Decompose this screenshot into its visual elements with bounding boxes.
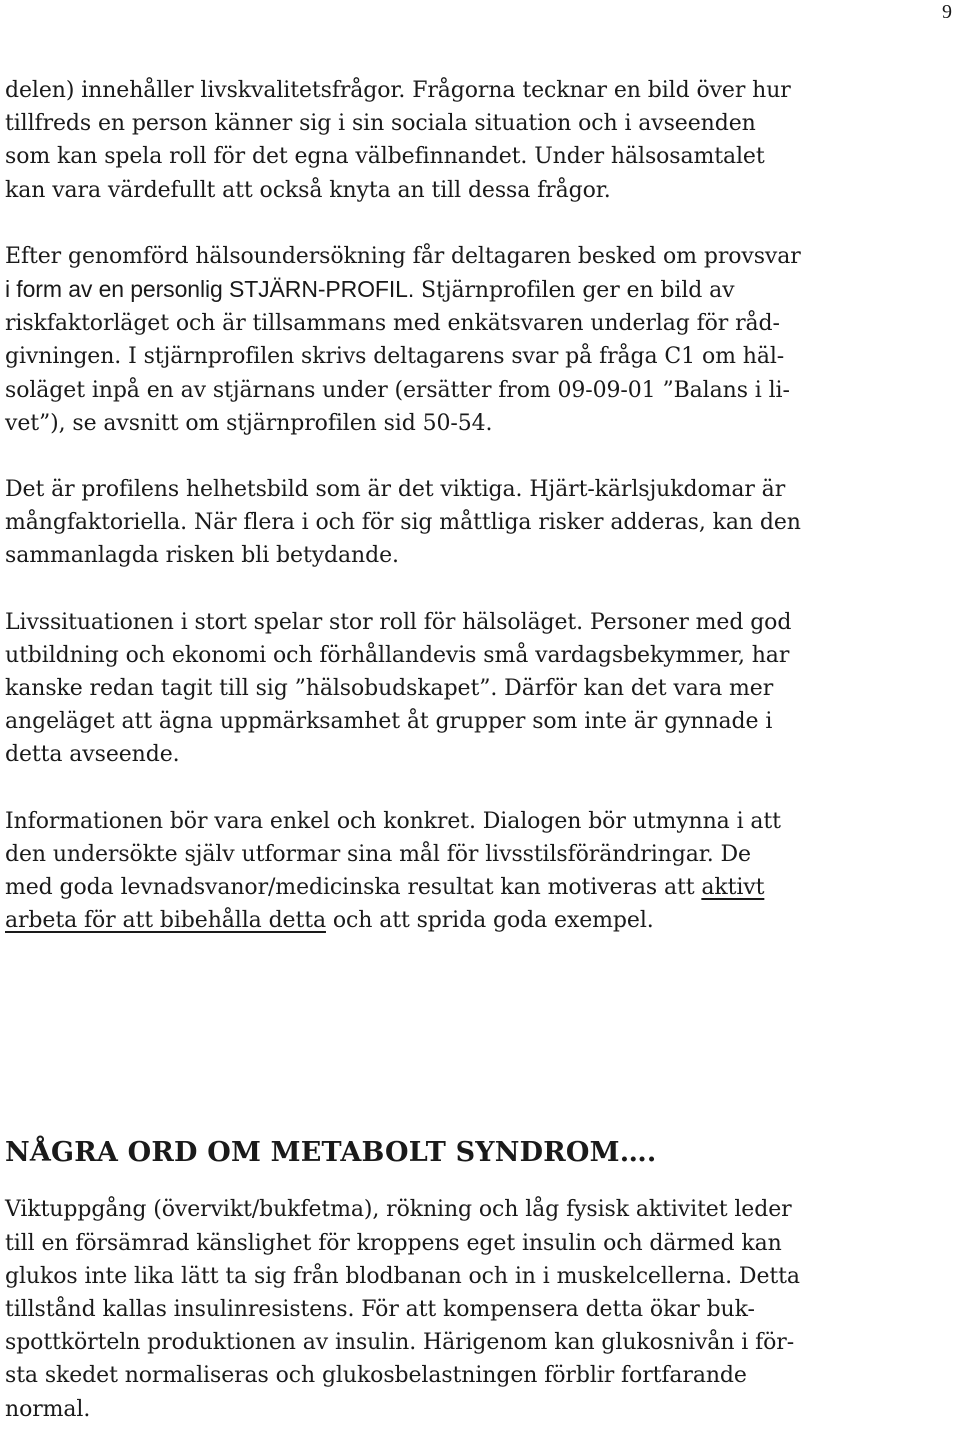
text-line: normal. [5, 1396, 91, 1422]
text-line: givningen. I stjärnprofilen skrivs deltagarens svar på fråga C1 om häl- [5, 344, 785, 370]
text-segment: delen) innehåller livskvalitetsfrågor. [5, 78, 406, 103]
text-line: som kan spela roll för det egna välbefinnandet. Under hälsosamtalet [5, 144, 765, 170]
text-line: Viktuppgång (övervikt/bukfetma), rökning och låg fysisk aktivitet leder [5, 1197, 792, 1223]
text-line: riskfaktorläget och är tillsammans med enkätsvaren underlag för råd- [5, 311, 780, 337]
heading-spacer [5, 1171, 957, 1193]
paragraph-spacer [5, 772, 957, 805]
text-line: detta avseende. [5, 742, 180, 768]
text-line: tillstånd kallas insulinresistens. För att kompensera detta ökar buk- [5, 1297, 755, 1323]
document-body [5, 74, 957, 1426]
text-line [5, 273, 957, 307]
text-line [5, 904, 957, 937]
text-line: glukos inte lika lätt ta sig från blodbanan och in i muskelcellerna. Detta [5, 1263, 800, 1289]
text-line: angeläget att ägna uppmärksamhet åt grupper som inte är gynnade i [5, 709, 773, 735]
section-spacer [5, 937, 957, 1135]
paragraph-stjarnprofil [5, 240, 957, 440]
paragraph-metabolt-syndrom [5, 1193, 957, 1425]
text-line: Det är profilens helhetsbild som är det viktiga. Hjärt-kärlsjukdomar är [5, 477, 786, 503]
text-segment: Frågorna tecknar en bild över hur [405, 78, 791, 103]
text-line [5, 871, 957, 904]
underlined-text: arbeta för att bibehålla detta [5, 908, 326, 934]
text-line: utbildning och ekonomi och förhållandevis små vardagsbekymmer, har [5, 642, 790, 668]
text-line: spottkörteln produktionen av insulin. Härigenom kan glukosnivån i för- [5, 1330, 795, 1356]
underlined-text: aktivt [701, 875, 765, 901]
paragraph-spacer [5, 440, 957, 473]
paragraph-helhetsbild [5, 473, 957, 573]
text-segment: och att sprida goda exempel. [325, 908, 654, 934]
text-line [5, 74, 957, 107]
text-line: sta skedet normaliseras och glukosbelastningen förblir fortfarande [5, 1363, 747, 1389]
paragraph-livssituation [5, 606, 957, 772]
text-line: kanske redan tagit till sig ”hälsobudskapet”. Därför kan det vara mer [5, 676, 774, 702]
text-segment: med goda levnadsvanor/medicinska resultat kan motiveras att [5, 875, 702, 901]
page-number: 9 [942, 1, 952, 23]
text-line: till en försämrad känslighet för kroppens eget insulin och därmed kan [5, 1230, 782, 1256]
paragraph-spacer [5, 207, 957, 240]
section-heading: NÅGRA ORD OM METABOLT SYNDROM…. [5, 1137, 657, 1169]
text-line: Informationen bör vara enkel och konkret. Dialogen bör utmynna i att [5, 808, 781, 834]
paragraph-information [5, 805, 957, 938]
paragraph-spacer [5, 573, 957, 606]
text-line: soläget inpå en av stjärnans under (ersätter from 09-09-01 ”Balans i li- [5, 377, 790, 403]
paragraph-livskvalitet [5, 74, 957, 207]
text-line: mångfaktoriella. När flera i och för sig måttliga risker adderas, kan den [5, 510, 801, 536]
text-segment: Stjärnprofilen ger en bild av [414, 278, 735, 304]
text-line: sammanlagda risken bli betydande. [5, 543, 399, 569]
text-line: tillfreds en person känner sig i sin sociala situation och i avseenden [5, 111, 756, 137]
text-line: Efter genomförd hälsoundersökning får deltagaren besked om provsvar [5, 243, 801, 269]
text-line: vet”), se avsnitt om stjärnprofilen sid 50-54. [5, 410, 493, 436]
text-line: kan vara värdefullt att också knyta an till dessa frågor. [5, 177, 611, 203]
text-line: den undersökte själv utformar sina mål för livsstilsförändringar. De [5, 841, 751, 867]
text-line: Livssituationen i stort spelar stor roll för hälsoläget. Personer med god [5, 609, 792, 635]
text-segment: i form av en personlig STJÄRN-PROFIL. [5, 276, 415, 303]
